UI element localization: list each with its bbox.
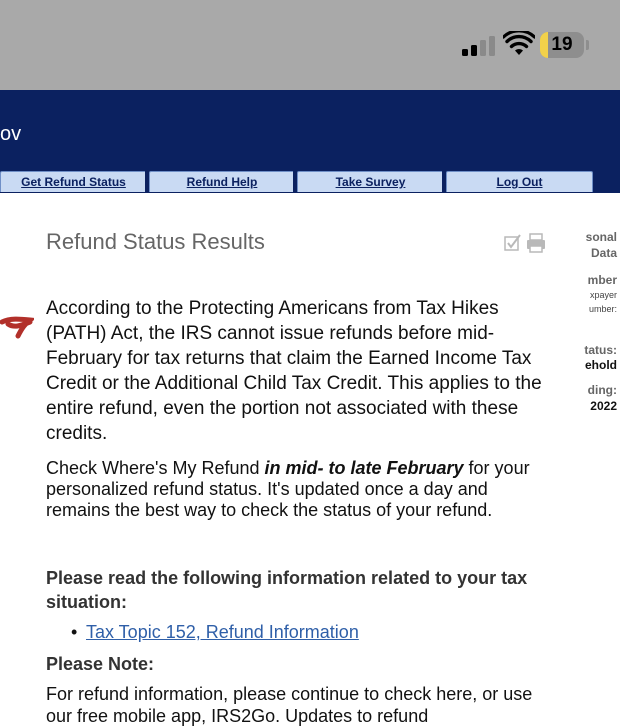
sidebar-number-label: mber xyxy=(587,273,617,287)
page-title: Refund Status Results xyxy=(46,229,265,254)
cellular-signal-icon xyxy=(462,36,496,56)
sidebar-taxpayer-label: xpayer xyxy=(589,290,617,300)
sidebar-pending-value: 2022 xyxy=(590,399,617,413)
para2-end: for your personalized refund status. It's updated once a day and remains the best way to check the status of your refund. xyxy=(46,458,530,520)
list-item xyxy=(71,622,359,643)
sidebar-status-label: tatus: xyxy=(584,343,617,357)
sidebar-status-value: ehold xyxy=(585,358,617,372)
checklist-icon[interactable] xyxy=(505,235,520,250)
battery-tip xyxy=(586,40,589,50)
tax-topic-152-link[interactable]: Tax Topic 152, Refund Information xyxy=(86,622,359,642)
tab-take-survey[interactable]: Take Survey xyxy=(297,171,444,192)
site-header xyxy=(0,90,620,193)
para2-emphasis: in mid- to late February xyxy=(264,458,464,478)
please-note-text: For refund information, please continue to check here, or use our free mobile app, IRS2Go. Updates to refund xyxy=(46,684,533,726)
tab-get-refund-status[interactable]: Get Refund Status xyxy=(0,171,147,192)
nav-tabs xyxy=(0,171,620,192)
tab-log-out[interactable]: Log Out xyxy=(446,171,593,192)
sidebar-personal-label: sonal xyxy=(585,230,617,244)
page-tools xyxy=(504,232,550,254)
check-refund-paragraph xyxy=(46,458,546,521)
battery-level-text: 19 xyxy=(551,34,573,55)
battery-indicator xyxy=(540,32,584,58)
tab-refund-help[interactable]: Refund Help xyxy=(149,171,295,192)
bullet-dot: • xyxy=(71,622,78,642)
please-note-heading: Please Note: xyxy=(46,654,155,674)
para2-start: Check Where's My Refund xyxy=(46,458,265,478)
redaction-scribble xyxy=(0,316,34,340)
site-name: ov xyxy=(0,123,22,145)
sidebar-number-label-2: umber: xyxy=(588,304,617,314)
sidebar-data-label: Data xyxy=(590,246,617,260)
path-act-paragraph: According to the Protecting Americans from Tax Hikes (PATH) Act, the IRS cannot issue refunds before mid-February for tax returns that claim the Earned Income Tax Credit or the Additional Child Tax Credit. This applies to the entire refund, even the portion not associated with these credits. xyxy=(46,298,542,444)
sidebar-pending-label: ding: xyxy=(587,383,617,397)
printer-icon[interactable] xyxy=(527,234,545,252)
status-bar xyxy=(0,0,620,90)
tax-situation-heading: Please read the following information related to your tax situation: xyxy=(46,568,528,612)
wifi-icon xyxy=(503,31,535,57)
